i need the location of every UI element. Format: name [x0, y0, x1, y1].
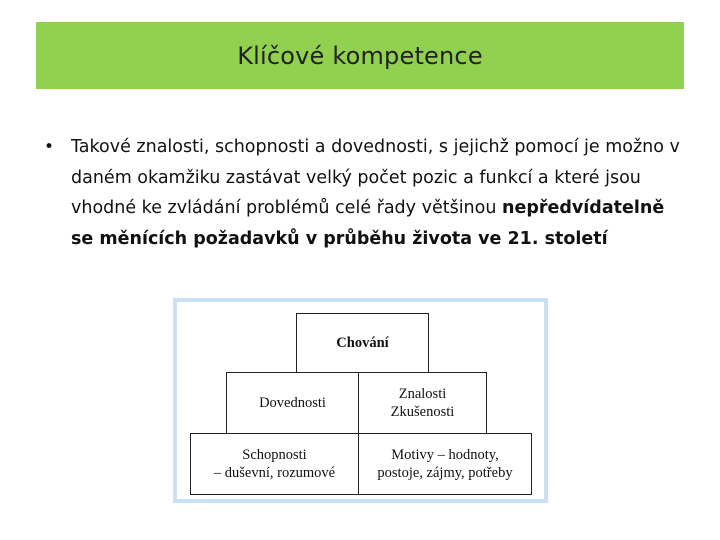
diagram-label-zkusenosti: Zkušenosti	[390, 404, 455, 420]
bullet-marker: •	[44, 137, 55, 157]
title-banner	[36, 22, 684, 89]
diagram-label-postoje: postoje, zájmy, potřeby	[377, 465, 513, 481]
bullet-text-bold: nepředvídatelně se měnících požadavků v průběhu života ve 21. století	[71, 198, 665, 249]
diagram-label-motivy: Motivy – hodnoty,	[391, 447, 499, 463]
diagram-label-dusevni: – duševní, rozumové	[213, 465, 336, 481]
diagram-box-chovani	[296, 313, 429, 373]
bullet-list	[44, 132, 684, 254]
diagram-box-schopnosti	[190, 433, 359, 495]
diagram-box-motivy	[358, 433, 532, 495]
slide-title: Klíčové kompetence	[237, 41, 483, 70]
diagram-label-dovednosti: Dovednosti	[259, 395, 326, 411]
bullet-text-regular: Takové znalosti, schopnosti a dovednosti, s jejichž pomocí je možno v daném okamžiku zastávat velký počet pozic a funkcí a které jsou vhodné ke zvládání problémů celé řady většinou	[71, 137, 680, 218]
diagram-label-znalosti: Znalosti	[398, 386, 447, 402]
bullet-item	[71, 132, 681, 254]
diagram-box-znalosti	[358, 372, 487, 434]
diagram-label-chovani: Chování	[336, 335, 389, 351]
competence-diagram	[173, 298, 548, 503]
diagram-box-dovednosti	[226, 372, 359, 434]
diagram-label-schopnosti: Schopnosti	[242, 447, 307, 463]
